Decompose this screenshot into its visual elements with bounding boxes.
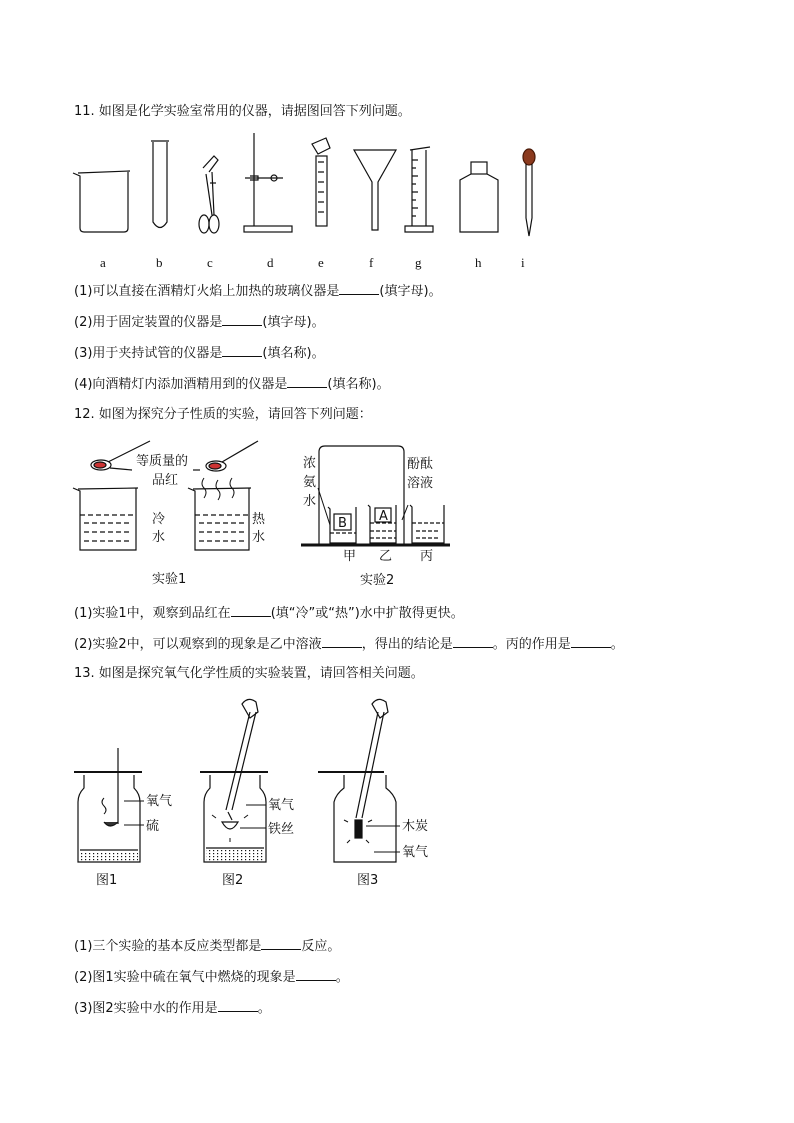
label-yi: 乙	[379, 549, 393, 564]
label-phen-2: 溶液	[407, 476, 434, 491]
label-conc-3: 水	[303, 494, 317, 509]
answer-blank[interactable]	[296, 968, 336, 981]
label-hot-1: 热	[252, 512, 266, 527]
label-jia: 甲	[343, 549, 357, 564]
instrument-label: b	[156, 255, 163, 270]
label-fe: 铁丝	[268, 822, 295, 837]
label-b: B	[338, 516, 347, 531]
water-dots	[80, 852, 138, 861]
label-conc-2: 氨	[303, 475, 317, 490]
answer-blank[interactable]	[261, 937, 301, 950]
label-o2-3: 氧气	[402, 845, 429, 860]
q11-item-1: (1)可以直接在酒精灯火焰上加热的玻璃仪器是 (填字母)。	[74, 284, 442, 299]
label-bing: 丙	[420, 549, 434, 564]
gas-jar-icon	[200, 699, 268, 862]
q13-item-1: (1)三个实验的基本反应类型都是 反应。	[74, 939, 341, 954]
q13-item-2: (2)图1实验中硫在氧气中燃烧的现象是 。	[74, 970, 349, 985]
q12-item-1: (1)实验1中，观察到品红在 (填“冷”或“热”)水中扩散得更快。	[74, 606, 464, 621]
caption-exp2: 实验2	[360, 573, 395, 588]
label-a: A	[379, 509, 388, 524]
instrument-label: d	[267, 255, 274, 270]
caption-exp1: 实验1	[152, 572, 187, 587]
label-conc-1: 浓	[303, 456, 317, 471]
q12-item-2: (2)实验2中，可以观察到的现象是乙中溶液 ，得出的结论是 。丙的作用是 。	[74, 637, 624, 652]
label-hot-2: 水	[252, 530, 266, 545]
q12-title: 12. 如图为探究分子性质的实验，请回答下列问题：	[74, 407, 372, 422]
gas-jar-icon	[74, 748, 142, 862]
caption-fig2: 图2	[222, 873, 244, 888]
caption-fig1: 图1	[96, 873, 118, 888]
gas-jar-icon	[318, 699, 396, 862]
label-pinhong: 品红	[152, 473, 179, 488]
instrument-label: g	[415, 255, 422, 270]
label-cold-1: 冷	[152, 512, 166, 527]
instrument-label: h	[475, 255, 482, 270]
label-s: 硫	[146, 819, 160, 834]
q11-title: 11. 如图是化学实验室常用的仪器，请据图回答下列问题。	[74, 104, 411, 119]
q11-item-4: (4)向酒精灯内添加酒精用到的仪器是 (填名称)。	[74, 377, 390, 392]
label-c: 木炭	[402, 819, 429, 834]
instrument-label: i	[521, 255, 525, 270]
label-equal-mass: 等质量的	[136, 454, 189, 469]
answer-blank[interactable]	[218, 999, 258, 1012]
caption-fig3: 图3	[357, 873, 379, 888]
q11-item-3: (3)用于夹持试管的仪器是 (填名称)。	[74, 346, 325, 361]
q13-item-3: (3)图2实验中水的作用是 。	[74, 1001, 271, 1016]
label-o2-1: 氧气	[146, 794, 173, 809]
instrument-label: c	[207, 255, 213, 270]
label-cold-2: 水	[152, 530, 166, 545]
label-phen-1: 酚酞	[407, 457, 434, 472]
instrument-label: f	[369, 255, 374, 270]
instrument-label: a	[100, 255, 106, 270]
q13-title: 13. 如图是探究氧气化学性质的实验装置，请回答相关问题。	[74, 666, 424, 681]
label-o2-2: 氧气	[268, 798, 295, 813]
instrument-label: e	[318, 255, 324, 270]
q11-item-2: (2)用于固定装置的仪器是 (填字母)。	[74, 315, 325, 330]
